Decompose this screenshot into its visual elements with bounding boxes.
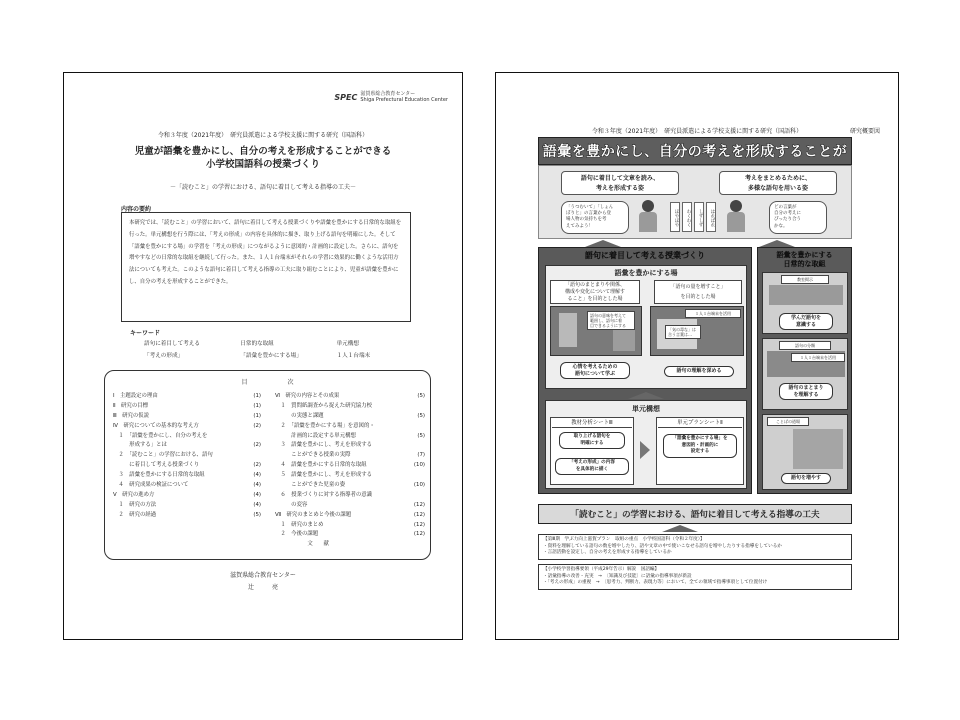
toc-item — [113, 471, 261, 481]
keyword: 「語彙を豊かにする場」 — [240, 353, 302, 359]
toc-item-page: (2) — [253, 422, 261, 429]
footer-org: 滋賀県総合教育センター — [230, 572, 296, 579]
toc-item — [113, 451, 261, 461]
toc-item-text: ２ 今後の課題 — [275, 531, 319, 538]
goal-box-right: 考えをまとめるために、 多様な語句を用いる姿 — [719, 171, 837, 195]
toc-item-text: ３ 語彙を豊かにする日常的な取組 — [113, 472, 205, 479]
spec-logo-icon: SPEC — [334, 92, 358, 102]
toc-item-text: 文 献 — [275, 541, 329, 548]
arrow-up-icon — [759, 240, 795, 247]
sheet-box-words: 取り上げる語句を 明確にする — [559, 432, 625, 449]
toc-item-page: (12) — [413, 511, 425, 518]
toc-item-page: (5) — [253, 511, 261, 518]
logo-org-en: Shiga Prefectural Education Center — [360, 97, 448, 103]
toc-item-page: (5) — [417, 432, 425, 439]
pill-conscious-words: 学んだ語句を 意識する — [779, 313, 833, 330]
toc-item-text: １ 質問紙調査から捉えた研究協力校 — [275, 402, 373, 409]
unit-plan-title: 単元構想 — [632, 405, 660, 413]
toc-item-page: (4) — [253, 491, 261, 498]
toc-item — [275, 402, 425, 412]
toc-item — [113, 412, 261, 422]
scene-goal-left: 「語句のまとまりや関係、 構成や変化について理解す ること」を目的とした場 — [550, 280, 640, 304]
sheet-analysis — [550, 417, 634, 485]
paper-title — [64, 145, 462, 171]
pill-increase-words: 語句を増やす — [781, 473, 831, 484]
toc-item — [113, 461, 261, 471]
toc-item-text: の実態と課題 — [275, 412, 324, 419]
toc-item — [275, 501, 425, 511]
word-dojo — [762, 414, 848, 490]
toc-item-page: (7) — [417, 452, 425, 459]
toc-left-column — [113, 392, 261, 521]
classroom-display — [762, 272, 848, 334]
toc-item-page: (12) — [413, 531, 425, 538]
footer-author: 辻 亮 — [247, 584, 278, 591]
toc-item — [113, 481, 261, 491]
toc-item-text: ２ 研究の経過 — [113, 511, 157, 518]
toc-item — [275, 511, 425, 521]
word-card: しずしず — [694, 202, 704, 232]
note-plan-focus: 【第Ⅲ期 学ぶ力向上滋賀プラン 取組の重点 小学校国語科（令和２年度）】 ・資料を理解している語句の数を増やしたり、語や文章の中で使いこなせる語句を増やしたりする指導をしているか ・言語活動を設定し、自分の考えを形成する指導をしているか — [538, 534, 852, 560]
child-reading-icon — [637, 200, 659, 234]
word-classification-label: 語句の分類 — [779, 341, 831, 350]
toc-item-page: (1) — [253, 402, 261, 409]
toc-item-text: の変容 — [275, 501, 308, 508]
keyword: 日常的な取組 — [240, 341, 274, 347]
toc-item-page: (4) — [253, 501, 261, 508]
toc-item — [275, 451, 425, 461]
toc-right-column — [275, 392, 425, 550]
toc-item — [275, 392, 425, 402]
keywords-grid — [144, 339, 404, 359]
toc-item — [275, 540, 425, 550]
logo-org-ja: 滋賀県総合教育センター — [360, 91, 416, 97]
vocab-scene-title: 語彙を豊かにする場 — [614, 269, 678, 277]
word-card: わくわく — [682, 202, 692, 232]
photo-note: 語句の意味を考えて 範囲し、語句に着 目できるようにする — [587, 311, 635, 330]
pill-deepen-understanding: 語句の理解を深める — [664, 366, 734, 377]
toc-item-text: １ 研究のまとめ — [275, 521, 324, 528]
toc-item-text: Ⅴ 研究の進め方 — [113, 491, 155, 498]
speech-bubble-left: 「うつむいて」「しょん ぼりと」の言葉から登 場人物の気持ちを考 えてみよう！ — [561, 201, 629, 234]
toc-item-text: Ⅶ 研究のまとめと今後の課題 — [275, 511, 352, 518]
toc-title: 目次 — [241, 379, 334, 386]
keyword: １人１台端末 — [336, 353, 371, 359]
toc-item-text: ５ 語彙を豊かにし、考えを形成する — [275, 472, 373, 479]
summary-label: 内容の要約 — [121, 206, 152, 213]
toc-item-text: Ⅰ 主題設定の理由 — [113, 393, 158, 399]
word-cards — [670, 202, 716, 232]
classroom-photo — [550, 306, 642, 356]
toc-item-text: ２ 「読むこと」の学習における、語句 — [113, 452, 213, 459]
daily-activities-panel — [757, 247, 852, 494]
goal-banner-title: 語彙を豊かにし、自分の考えを形成することが — [542, 144, 848, 160]
toc-item-text: ３ 語彙を豊かにし、考えを形成する — [275, 442, 373, 449]
toc-item-text: ４ 語彙を豊かにする日常的な取組 — [275, 462, 367, 469]
keyword: 単元構想 — [336, 341, 359, 347]
paper-title-line1: 児童が語彙を豊かにし、自分の考えを形成することができる — [134, 146, 392, 157]
unit-plan-box — [545, 400, 747, 489]
keyword: 「考えの形成」 — [144, 353, 184, 359]
scene-goal-right: 「語句の量を増すこと」 を目的とした場 — [654, 280, 742, 304]
toc-item-page: (10) — [413, 482, 425, 489]
class-design-panel — [538, 247, 752, 494]
toc-item — [275, 521, 425, 531]
toc-item-page: (5) — [417, 412, 425, 419]
toc-item — [275, 432, 425, 442]
toc-item — [275, 471, 425, 481]
note-curriculum-guideline: 【小学校学習指導要領（平成29年告示）解説 国語編】 ・語彙指導の改善・充実 → 〔知識及び技能〕に語彙の指導事項が新設 ・「考えの形成」の重視 → 〔思考力、判断力、表現力等〕において、全ての領域で指導事項として位置付け — [538, 564, 852, 590]
toc-item-page: (2) — [253, 462, 261, 469]
arrow-right-icon — [640, 441, 650, 459]
classroom-display-label: 教室掲示 — [781, 275, 829, 284]
sheet-box-scene: 「語彙を豊かにする場」を 意図的・計画的に 設定する — [663, 434, 737, 458]
toc-item-text: 形成する」とは — [113, 442, 167, 449]
toc-item-text: Ⅵ 研究の内容とその成果 — [275, 393, 340, 399]
toc-item-text: ４ 研究成果の検証について — [113, 482, 189, 489]
toc-item-page: (1) — [253, 393, 261, 399]
toc-item — [275, 422, 425, 432]
toc-item-text: ことができる授業の実際 — [275, 452, 351, 459]
child-thinking-icon — [725, 200, 747, 234]
toc-item — [113, 402, 261, 412]
keywords-label: キーワード — [130, 330, 161, 337]
summary-text: 本研究では、「読むこと」の学習において、語句に着目して考える授業づくりや語彙を豊かにする日常的な取組を行った。単元構想を行う際には、「考えの形成」の内容を具体的に描き、取り上げる語句を明確にした。そして「語彙を豊かにする場」の学習を「考えの形成」につながるように意図的・計画的に設定した。さらに、語句を増やすなどの日常的な取組を継続して行った。また、１人１台端末がそれらの学習に効果的に働くような活用方法についても考えた。このような語句に着目して考える指導の工夫に取り組むことにより、児童が語彙を豊かにし、自分の考えを形成することができた。 — [129, 220, 402, 285]
arrow-up-icon — [662, 525, 698, 532]
toc-item — [113, 432, 261, 442]
speech-bubble-right: どの言葉が 自分の考えに ぴったり合う かな。 — [769, 201, 827, 234]
toc-item-text: に着目して考える授業づくり — [113, 462, 200, 469]
toc-item-text: １ 研究の方法 — [113, 501, 157, 508]
sheet-unit-plan-title: 単元プランシートⅡ — [658, 419, 742, 428]
toc-item — [113, 392, 261, 402]
paper-title-line2: 小学校国語科の授業づくり — [205, 159, 320, 170]
keyword: 語句に着目して考える — [144, 341, 200, 347]
word-card: はればれ — [706, 202, 716, 232]
toc-item — [275, 530, 425, 540]
toc-item-text: 計画的に設定する単元構想 — [275, 432, 356, 439]
device-tag: １人１台端末を活用 — [791, 353, 845, 362]
pill-word-groups: 語句のまとまり を理解する — [779, 383, 833, 400]
toc-item — [275, 412, 425, 422]
toc-item — [113, 501, 261, 511]
overview-subtitle: 令和３年度（2021年度） 研究員派遣による学校支援に関する研究（国語科） 研究概要図 — [591, 128, 880, 135]
goal-banner — [538, 137, 852, 165]
toc-item — [275, 461, 425, 471]
toc-item-page: (12) — [413, 521, 425, 528]
word-classification — [762, 338, 848, 410]
toc-item-text: ６ 授業づくりに対する指導者の意識 — [275, 491, 373, 498]
toc-item-page: (2) — [253, 442, 261, 449]
method-banner: 「読むこと」の学習における、語句に着目して考える指導の工夫 — [538, 504, 852, 524]
paper-subheading: －「読むこと」の学習における、語句に着目して考える指導の工夫－ — [169, 184, 356, 191]
toc-item — [113, 511, 261, 521]
toc-item-page: (4) — [253, 472, 261, 479]
sheet-unit-plan — [656, 417, 744, 485]
toc-item — [113, 422, 261, 432]
toc-item-page: (5) — [417, 393, 425, 399]
word-card: ほやほや — [670, 202, 680, 232]
tablet-note: 「気の毒な」は 合う言葉は… — [665, 325, 701, 339]
toc-item-text: ことができた児童の姿 — [275, 482, 346, 489]
overview-tag: 研究概要図 — [849, 128, 880, 135]
toc-item-text: Ⅱ 研究の目標 — [113, 402, 148, 409]
table-of-contents — [104, 370, 431, 560]
daily-activities-title: 語彙を豊かにする 日常的な取組 — [776, 251, 833, 268]
pill-learn-words: 心情を考えるための 語句について学ぶ — [560, 362, 630, 379]
toc-item-text: １ 「語彙を豊かにし、自分の考えを — [113, 432, 208, 439]
vocab-scene-box — [545, 265, 747, 389]
tablet-photo — [650, 306, 744, 356]
toc-item-text: Ⅲ 研究の仮説 — [113, 412, 150, 419]
toc-item-page: (4) — [253, 482, 261, 489]
arrow-up-icon — [628, 392, 664, 399]
toc-item — [275, 491, 425, 501]
word-dojo-label: ことばの道場 — [767, 417, 809, 426]
goal-panel — [538, 165, 852, 239]
goal-box-left: 語句に着目して文章を読み、 考えを形成する姿 — [561, 171, 679, 195]
tablet-tag: １人１台端末を活用 — [685, 309, 741, 318]
toc-item — [275, 481, 425, 491]
sheet-analysis-title: 教材分析シートⅢ — [552, 419, 632, 428]
center-logo — [334, 91, 448, 103]
toc-item-text: ２ 「語彙を豊かにする場」を意図的・ — [275, 422, 375, 429]
arrow-up-icon — [585, 240, 621, 247]
research-paper-cover-page — [63, 72, 463, 640]
paper-subtitle: 令和３年度（2021年度） 研究員派遣による学校支援に関する研究（国語科） — [157, 132, 369, 139]
toc-item — [113, 491, 261, 501]
research-overview-diagram-page — [495, 72, 899, 640]
toc-item — [275, 441, 425, 451]
class-design-title: 語句に着目して考える授業づくり — [585, 251, 705, 260]
toc-item-page: (1) — [253, 412, 261, 419]
toc-item-text: Ⅳ 研究についての基本的な考え方 — [113, 422, 199, 429]
sheet-box-thought: 「考えの形成」の内容 を具体的に描く — [555, 458, 629, 475]
toc-item-page: (12) — [413, 501, 425, 508]
toc-item — [113, 441, 261, 451]
toc-item-page: (10) — [413, 462, 425, 469]
summary-box — [121, 212, 411, 322]
